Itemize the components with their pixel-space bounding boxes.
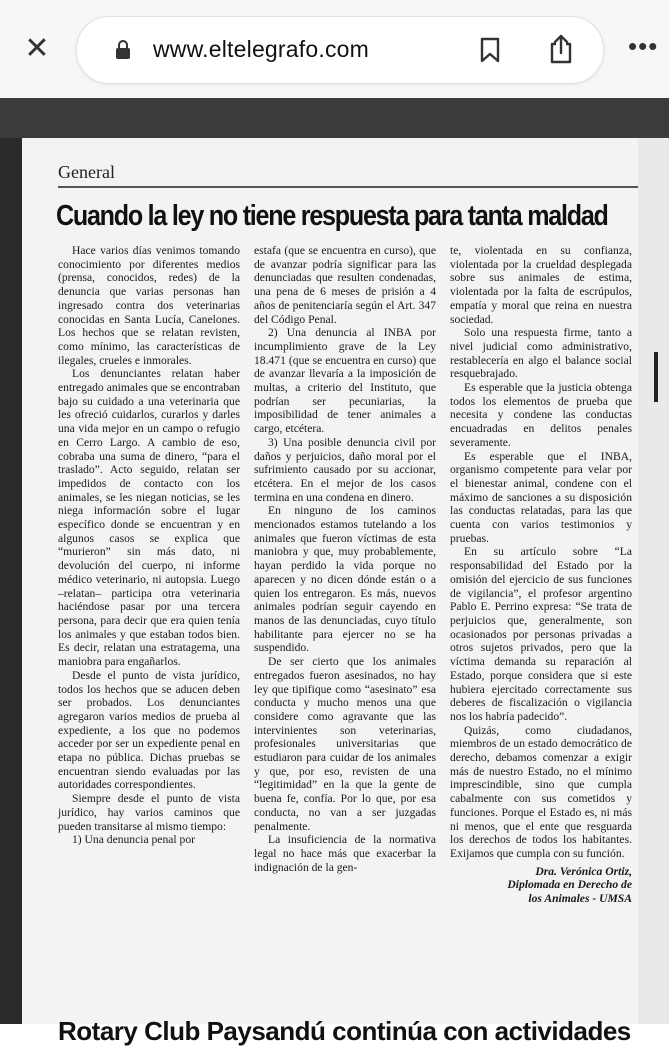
paragraph: Hace varios días venimos tomando conocimiento por diferentes medios (prensa, conocidos, redes) de la denuncia que varias personas han ingresado contra dos veterinarias conocidas en Santa Lucía, Canelones. Los hechos que se relatan revisten, como mínimo, las características de ilegales, crueles e inmorales. <box>58 244 240 367</box>
more-options-icon[interactable]: ••• <box>628 31 659 61</box>
address-bar[interactable] <box>76 16 604 84</box>
article-column-1 <box>58 244 240 847</box>
article-headline: Cuando la ley no tiene respuesta para tanta maldad <box>56 200 608 232</box>
adjacent-page-edge <box>638 138 669 1024</box>
paragraph: Siempre desde el punto de vista jurídico, hay varios caminos que pueden transitarse al mismo tiempo: <box>58 792 240 833</box>
bookmark-icon[interactable] <box>479 37 501 63</box>
signature-line: Dra. Verónica Ortiz, <box>535 864 632 878</box>
paragraph: 3) Una posible denuncia civil por daños y perjuicios, daño moral por el sufrimiento causado por su accionar, etcétera. En el mejor de los casos termina en una condena en dinero. <box>254 435 436 504</box>
paragraph: 2) Una denuncia al INBA por incumplimiento grave de la Ley 18.471 (que se encuentra en curso) que de avanzar llevaría a la imposición de multas, a criterio del Instituto, que podrían ser pecuniarias, la imposibilidad de tener animales a cargo, etcétera. <box>254 326 436 436</box>
close-icon[interactable]: ✕ <box>24 32 50 65</box>
adjacent-column-rule <box>654 352 658 402</box>
section-divider <box>58 186 638 188</box>
paragraph: La insuficiencia de la normativa legal no hace más que exacerbar la indignación de la gen- <box>254 833 436 874</box>
url-text[interactable]: www.eltelegrafo.com <box>153 36 369 62</box>
paragraph: En ninguno de los caminos mencionados estamos tutelando a los animales que fueron víctimas de esta maniobra y que, muy probablemente, hayan perdido la vida porque no aparecen y no dicen dónde están o a quien los entregaron. Es más, nuevos animales podrían seguir cayendo en manos de las denunciadas, cuyo título habilitante para ejercer no se ha suspendido. <box>254 504 436 655</box>
signature-line: los Animales - UMSA <box>528 892 632 906</box>
paragraph: Solo una respuesta firme, tanto a nivel judicial como administrativo, restablecería en algo el balance social resquebrajado. <box>450 326 632 381</box>
paragraph: Los denunciantes relatan haber entregado animales que se encontraban bajo su cuidado a una veterinaria que les ofreció cuidarlos, curarlos y darles una vida mejor en un campo o refugio en Cerro Largo. A cambio de eso, cobraba una suma de dinero, “para el traslado”. Acto seguido, relatan ser impedidos de contacto con los animales, se les niegan noticias, se les niega información sobre el lugar específico donde se encuentran y en algunos casos se explica que “murieron” sin más dato, ni devolución del cuerpo, ni informe médico veterinario, ni autopsia. Luego –relatan– participa otra veterinaria haciéndose pasar por una tercera persona, para decir que era quien tenía los animales y que estaban todos bien. Es decir, relatan una estratagema, una maniobra para engañarlos. <box>58 367 240 669</box>
paragraph: te, violentada en su confianza, violentada por la crueldad desplegada sobre sus animales de estima, violentada por la falta de escrúpulos, empatía y moral que reina en nuestra sociedad. <box>450 244 632 326</box>
paragraph: estafa (que se encuentra en curso), que de avanzar podría significar para las denunciadas que resulten condenadas, una pena de 6 meses de prisión a 4 años de penitenciaría según el Art. 347 del Código Penal. <box>254 244 436 326</box>
browser-toolbar <box>0 0 669 98</box>
paragraph: Es esperable que el INBA, organismo competente para velar por el bienestar animal, condene con el máximo de sanciones a su disposición las conductas relatadas, para las que cuenta con varios testimonios y pruebas. <box>450 449 632 545</box>
newspaper-page[interactable] <box>22 138 638 1046</box>
pdf-viewer-left-margin <box>0 138 22 1024</box>
author-signature <box>450 865 632 906</box>
section-label: General <box>58 162 115 182</box>
paragraph: Quizás, como ciudadanos, miembros de un estado democrático de derecho, debamos comenzar a exigir más de nuestro Estado, no el mínimo imprescindible, sino que cumpla cabalmente con sus cometidos y funciones. Porque el Estado es, ni más ni menos, que el ente que resguarda los derechos de todos los habitantes. Exijamos que cumpla con su función. <box>450 723 632 860</box>
share-icon[interactable] <box>547 33 575 65</box>
paragraph: Desde el punto de vista jurídico, todos los hechos que se aducen deben ser probados. Los denunciantes agregaron varios medios de prueba al expediente, a los que no podemos acceder por ser un expediente penal en etapa no pública. Dichas pruebas se encuentran siendo evaluadas por las autoridades correspondientes. <box>58 668 240 792</box>
paragraph: En su artículo sobre “La responsabilidad del Estado por la omisión del ejercicio de sus funciones de vigilancia”, el profesor argentino Pablo E. Perrino expresa: “Se trata de perjuicios que, generalmente, son ocasionados por personas privadas a otros sujetos privados, pero que la víctima demanda su reparación al Estado, porque considera que si este hubiera ejercitado correctamente sus deberes de fiscalización o vigilancia nos los habría padecido”. <box>450 545 632 723</box>
article-column-3 <box>450 244 632 906</box>
pdf-viewer-toolbar <box>0 98 669 138</box>
paragraph: 1) Una denuncia penal por <box>72 833 195 847</box>
article-column-2 <box>254 244 436 874</box>
signature-line: Diplomada en Derecho de <box>507 878 632 892</box>
paragraph: De ser cierto que los animales entregados fueron asesinados, no hay ley que tipifique como “asesinato” esa conducta y mucho menos una que considere como agravante que las intervinientes son veterinarias, profesionales universitarias que estudiaron para cuidar de los animales y que, por eso, revisten de una “legitimidad” en la que la gente de buena fe, confía. Por lo que, por esa conducta, no van a ser juzgadas penalmente. <box>254 655 436 833</box>
paragraph: Es esperable que la justicia obtenga todos los elementos de prueba que necesita y condene las conductas encuadradas en delitos penales severamente. <box>450 381 632 449</box>
lock-icon <box>115 40 131 60</box>
next-article-headline: Rotary Club Paysandú continúa con actividades <box>58 1016 631 1046</box>
